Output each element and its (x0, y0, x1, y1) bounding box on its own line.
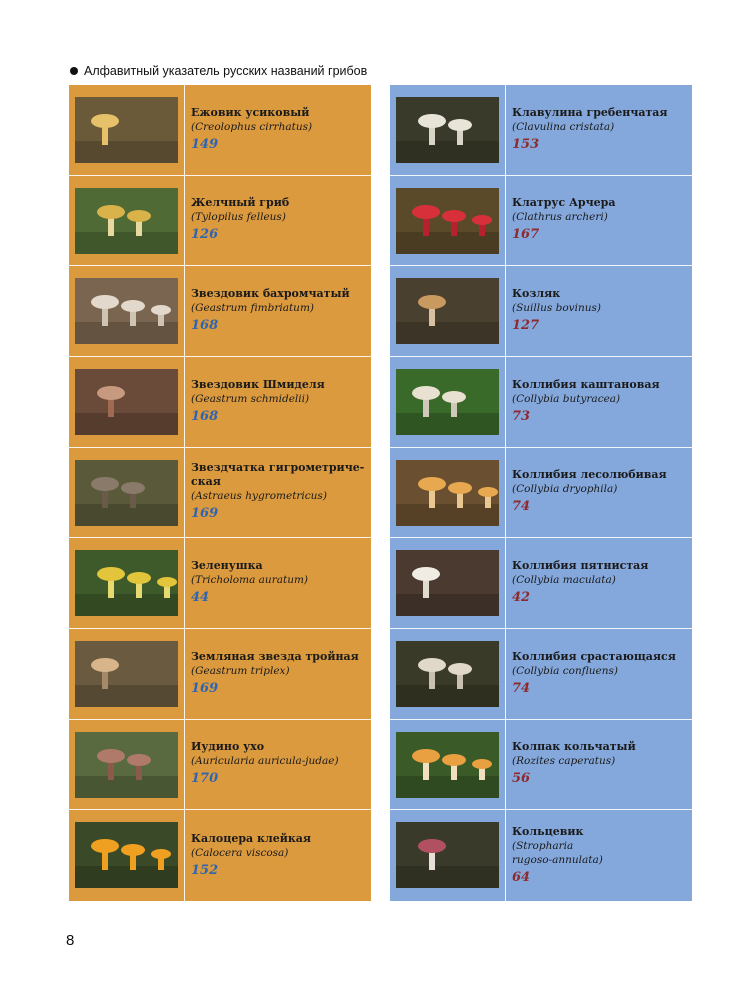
page-reference-link[interactable]: 56 (512, 771, 531, 787)
russian-name: Ежовик усиковый (191, 105, 310, 119)
russian-name-continued: ская (191, 475, 221, 489)
index-entry (390, 448, 692, 539)
cell-divider (505, 810, 506, 901)
mushroom-photo-icon (396, 97, 499, 163)
russian-name: Звездовик бахромчатый (191, 287, 350, 301)
latin-name: (Rozites caperatus) (512, 755, 616, 768)
page-reference-link[interactable]: 168 (191, 408, 219, 424)
mushroom-photo-icon (75, 460, 178, 526)
russian-name: Коллибия пятнистая (512, 559, 649, 573)
mushroom-photo-icon (75, 369, 178, 435)
index-entry (390, 720, 692, 811)
russian-name: Звездчатка гигрометриче- (191, 461, 365, 475)
latin-name: (Astraeus hygrometricus) (191, 490, 327, 503)
cell-divider (505, 266, 506, 356)
page-reference-link[interactable]: 42 (512, 590, 531, 606)
cell-divider (184, 176, 185, 266)
page-reference-link[interactable]: 168 (191, 318, 219, 334)
mushroom-photo-icon (396, 278, 499, 344)
mushroom-photo-icon (75, 732, 178, 798)
cell-divider (505, 357, 506, 447)
cell-divider (184, 629, 185, 719)
entry-text (512, 357, 686, 447)
latin-name: (Auricularia auricula-judae) (191, 755, 339, 768)
russian-name: Кольцевик (512, 824, 584, 838)
index-entry (69, 538, 371, 629)
index-entry (390, 266, 692, 357)
cell-divider (505, 629, 506, 719)
entry-text (191, 720, 365, 810)
index-entry (69, 266, 371, 357)
page-reference-link[interactable]: 167 (512, 227, 540, 243)
latin-name: (Tylopilus felleus) (191, 211, 286, 224)
latin-name: (Creolophus cirrhatus) (191, 120, 313, 133)
mushroom-photo-icon (75, 278, 178, 344)
mushroom-photo-icon (75, 97, 178, 163)
index-entry (69, 629, 371, 720)
cell-divider (505, 176, 506, 266)
mushroom-photo-icon (75, 822, 178, 888)
cell-divider (184, 448, 185, 538)
cell-divider (184, 85, 185, 175)
page-reference-link[interactable]: 126 (191, 227, 219, 243)
entry-text (512, 176, 686, 266)
mushroom-photo-icon (75, 550, 178, 616)
index-entry (69, 357, 371, 448)
russian-name: Коллибия каштановая (512, 377, 660, 391)
russian-name: Коллибия лесолюбивая (512, 468, 667, 482)
page-reference-link[interactable]: 73 (512, 408, 531, 424)
mushroom-photo-icon (75, 641, 178, 707)
russian-name: Клатрус Арчера (512, 196, 616, 210)
cell-divider (184, 266, 185, 356)
russian-name: Козляк (512, 287, 561, 301)
latin-name: (Collybia dryophila) (512, 483, 618, 496)
mushroom-photo-icon (396, 822, 499, 888)
russian-name: Земляная звезда тройная (191, 649, 359, 663)
index-entry (390, 85, 692, 176)
latin-name: (Collybia butyracea) (512, 392, 621, 405)
index-entry (390, 176, 692, 267)
page-reference-link[interactable]: 44 (191, 590, 210, 606)
russian-name: Коллибия срастающаяся (512, 649, 676, 663)
mushroom-photo-icon (396, 732, 499, 798)
mushroom-photo-icon (396, 460, 499, 526)
entry-text (191, 538, 365, 628)
index-entry (69, 810, 371, 901)
page-number: 8 (66, 932, 75, 949)
index-entry (69, 448, 371, 539)
mushroom-photo-icon (396, 369, 499, 435)
entry-text (512, 85, 686, 175)
entry-text (512, 538, 686, 628)
page-reference-link[interactable]: 74 (512, 680, 531, 696)
entry-text (191, 629, 365, 719)
entry-text (191, 176, 365, 266)
index-entry (390, 357, 692, 448)
entry-text (512, 448, 686, 538)
page-reference-link[interactable]: 64 (512, 869, 531, 885)
page-reference-link[interactable]: 169 (191, 680, 219, 696)
latin-name: (Tricholoma auratum) (191, 574, 309, 587)
page-reference-link[interactable]: 74 (512, 499, 531, 515)
right-column (390, 85, 692, 901)
left-column (69, 85, 371, 901)
page-reference-link[interactable]: 169 (191, 506, 219, 522)
russian-name: Колпак кольчатый (512, 740, 636, 754)
cell-divider (505, 448, 506, 538)
russian-name: Зеленушка (191, 559, 263, 573)
latin-name: (Collybia maculata) (512, 574, 616, 587)
cell-divider (505, 720, 506, 810)
cell-divider (184, 357, 185, 447)
mushroom-photo-icon (396, 188, 499, 254)
section-header (70, 62, 367, 80)
cell-divider (184, 720, 185, 810)
russian-name: Желчный гриб (191, 196, 290, 210)
entry-text (191, 810, 365, 901)
section-title: Алфавитный указатель русских названий грибов (84, 64, 368, 78)
entry-text (191, 85, 365, 175)
latin-name: (Clavulina cristata) (512, 120, 615, 133)
page-reference-link[interactable]: 127 (512, 318, 540, 334)
russian-name: Калоцера клейкая (191, 831, 312, 845)
latin-name: (Collybia confluens) (512, 664, 618, 677)
russian-name: Иудино ухо (191, 740, 265, 754)
mushroom-photo-icon (396, 550, 499, 616)
bullet-icon (70, 67, 78, 75)
index-entry (69, 85, 371, 176)
latin-name: (Geastrum schmidelii) (191, 392, 310, 405)
index-entry (69, 176, 371, 267)
cell-divider (505, 538, 506, 628)
page-reference-link[interactable]: 152 (191, 862, 219, 878)
latin-name: (Geastrum fimbriatum) (191, 302, 314, 315)
russian-name: Звездовик Шмиделя (191, 377, 325, 391)
latin-name: (Suillus bovinus) (512, 302, 601, 315)
entry-text (512, 810, 686, 901)
entry-text (512, 629, 686, 719)
cell-divider (184, 538, 185, 628)
entry-text (191, 448, 365, 538)
index-entry (390, 629, 692, 720)
latin-name: (Stropharia (512, 839, 574, 852)
page-reference-link[interactable]: 170 (191, 771, 219, 787)
entry-text (191, 357, 365, 447)
latin-name: (Geastrum triplex) (191, 664, 290, 677)
entry-text (191, 266, 365, 356)
index-entry (390, 538, 692, 629)
page-reference-link[interactable]: 149 (191, 136, 219, 152)
latin-name: (Clathrus archeri) (512, 211, 608, 224)
page-reference-link[interactable]: 153 (512, 136, 540, 152)
cell-divider (184, 810, 185, 901)
entry-text (512, 266, 686, 356)
latin-name-continued: rugoso-annulata) (512, 853, 603, 866)
index-entry (390, 810, 692, 901)
index-entry (69, 720, 371, 811)
russian-name: Клавулина гребенчатая (512, 105, 668, 119)
mushroom-photo-icon (396, 641, 499, 707)
mushroom-photo-icon (75, 188, 178, 254)
entry-text (512, 720, 686, 810)
cell-divider (505, 85, 506, 175)
latin-name: (Calocera viscosa) (191, 846, 289, 859)
